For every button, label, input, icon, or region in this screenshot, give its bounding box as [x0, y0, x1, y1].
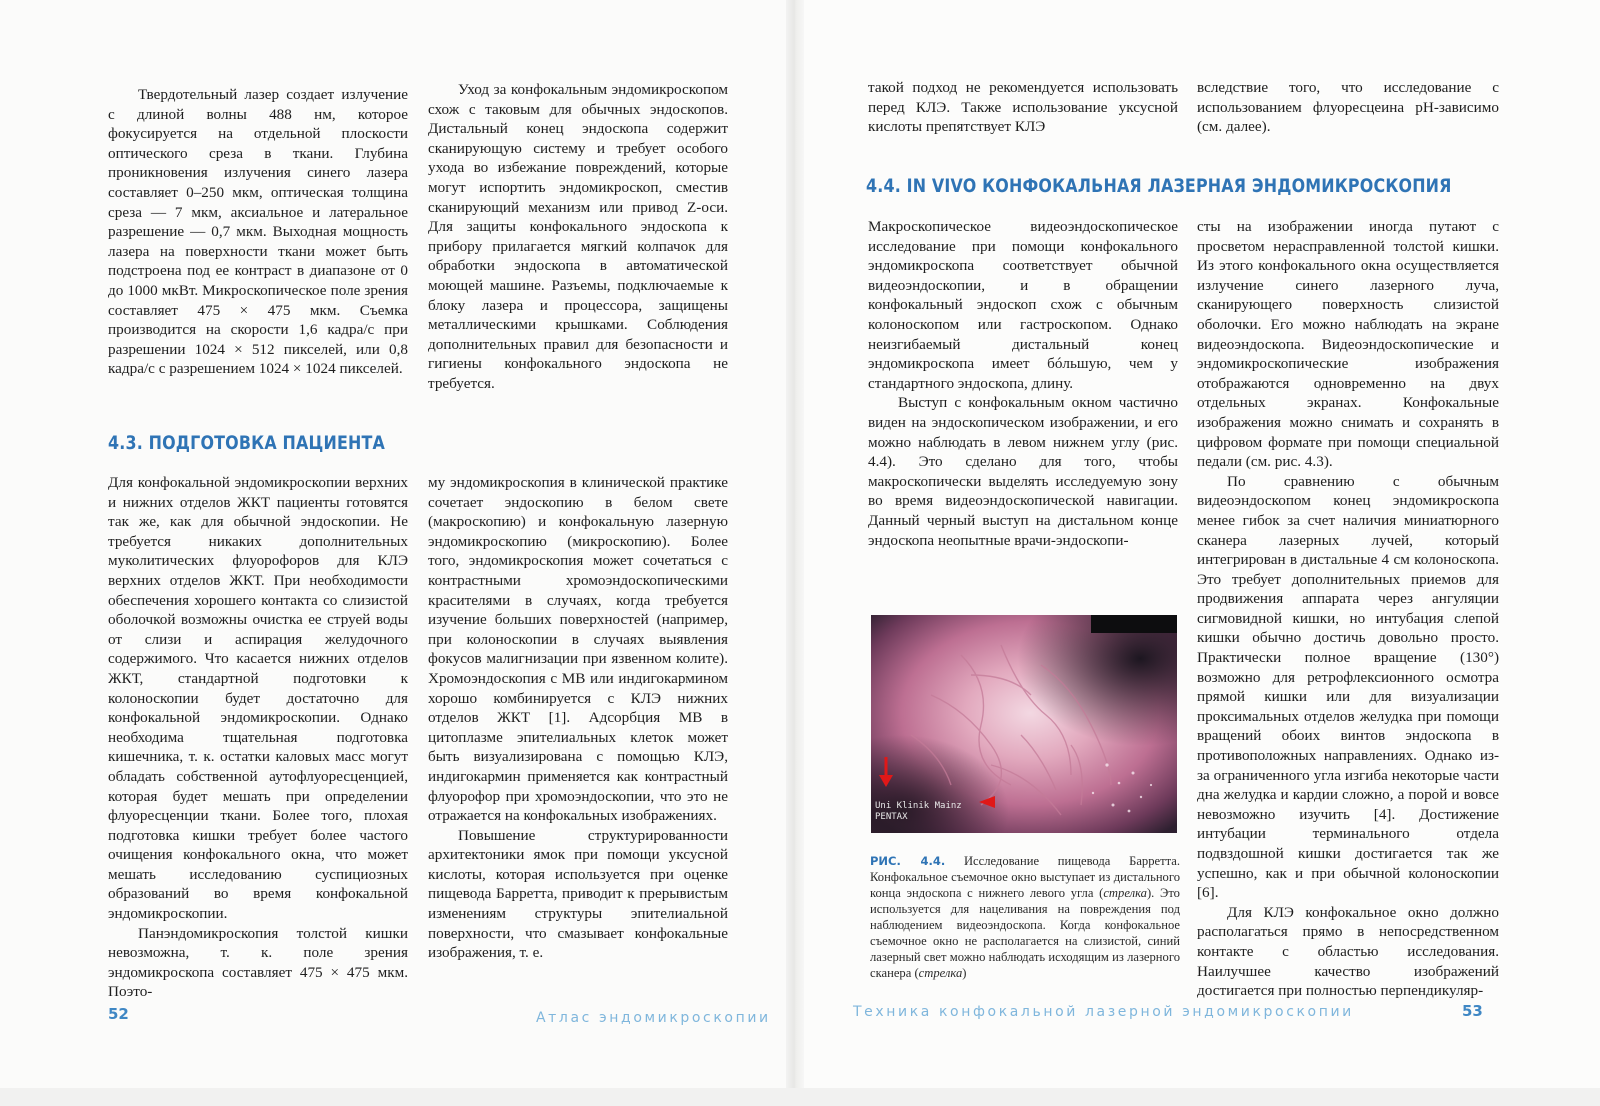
paragraph: Макроскопическое видеоэндоскопическое исследование при помощи конфокального эндомикроскопа соответствует обычной видеоэндоскопии, и в обращении конфокальный эндоскоп схож с обычным колоноскопом или гастроскопом. Однако неизгибаемый дистальный конец эндомикроскопа имеет бóльшую, чем у стандартного эндоскопа, длину.: [868, 218, 1178, 392]
paragraph: Твердотельный лазер создает излучение с длиной волны 488 нм, которое фокусируется на отдельной плоскости оптического среза в ткани. Глубина проникновения излучения синего лазера составляет 0–250 мкм, оптическая толщина среза — 7 мкм, аксиальное и латеральное разрешение — 0,7 мкм. Выходная мощность лазера на поверхности ткани может быть подстроена под ее контраст в диапазоне от 0 до 1000 мкВт. Микроскопическое поле зрения составляет 475 × 475 мкм. Съемка производится на скорости 1,6 кадра/с при разрешении 1024 × 512 пикселей, или 0,8 кадра/с с разрешением 1024 × 1024 пикселей.: [108, 86, 408, 378]
left-col1-top: [108, 85, 408, 379]
right-col1-body: [868, 217, 1178, 550]
left-col1-bottom: [108, 473, 408, 1002]
right-col2-body: [1197, 217, 1499, 1001]
paragraph: Повышение структурированности архитектоники ямок при помощи уксусной кислоты, которая используется при оценке пищевода Барретта, приводит к прерывистым изменениям структуры эпителиальной поверхности, что смазывает конфокальные изображения, т. е.: [428, 826, 728, 962]
running-title-right: Техника конфокальной лазерной эндомикроскопии: [853, 1004, 1354, 1020]
page-number-right: 53: [1462, 1002, 1483, 1020]
left-col2-top: [428, 80, 728, 394]
left-col2-bottom: [428, 473, 728, 963]
section-heading-4-3: 4.3. ПОДГОТОВКА ПАЦИЕНТА: [108, 433, 385, 454]
paragraph: По сравнению с обычным видеоэндоскопом конец эндомикроскопа менее гибок за счет наличия миниатюрного сканера лазерных лучей, который интегрирован в дистальные 4 см колоноскопа. Это требует дополнительных приемов для продвижения аппарата через ангуляции сигмовидной кишки, но интубация слепой кишки обычно достичь довольно просто. Практически полное вращение (130°) возможно для ретрофлексионного осмотра прямой кишки или для визуализации проксимальных отделов желудка при помощи вращений обоих винтов эндоскопа в противоположных направлениях. Однако из-за ограниченного угла изгиба некоторые части дна желудка и кардии сложно, а порой и вовсе невозможно изучить [4]. Достижение интубации терминального отдела подвздошной кишки достигается так же успешно, как и при обычной колоноскопии [6].: [1197, 472, 1499, 902]
red-arrow-down-icon: [879, 757, 893, 787]
figure-4-4-endoscopy-image: [871, 615, 1177, 833]
right-col1-top: [868, 78, 1178, 137]
right-col2-top: [1197, 78, 1499, 137]
image-overlay-clinic: Uni Klinik Mainz: [875, 801, 962, 811]
paragraph: Уход за конфокальным эндомикроскопом схож с таковым для обычных эндоскопов. Дистальный конец эндоскопа содержит сканирующую систему и требует особого ухода во избежание повреждений, которые могут испортить эндомикроскоп, сместив сканирующий механизм или привод Z-оси. Для защиты конфокального эндоскопа к прибору прилагается мягкий колпачок для обработки эндоскопа в автоматической моющей машине. Разъемы, подключаемые к блоку лазера и процессора, защищены металлическими крышками. Соблюдения дополнительных правил для безопасности и гигиены конфокального эндоскопа не требуется.: [428, 81, 728, 392]
image-overlay-brand: PENTAX: [875, 812, 908, 822]
paragraph: Панэндомикроскопия толстой кишки невозможна, т. к. поле зрения эндомикроскопа составляет 475 × 475 мкм. Поэто-: [108, 924, 408, 1001]
caption-text: ): [962, 966, 967, 980]
caption-label: РИС. 4.4.: [870, 854, 946, 868]
caption-text: Исследование пищевода Барретта. Конфокальное съемочное окно выступает из дистального конца эндоскопа с нижнего левого угла (: [870, 854, 1180, 900]
paragraph: сты на изображении иногда путают с просветом нерасправленной толстой кишки. Из этого конфокального окна осуществляется излучение синего лазерного луча, сканирующего поверхность слизистой оболочки. Его можно наблюдать на экране видеоэндоскопа. Видеоэндоскопические и эндомикроскопические изображения отображаются одновременно на двух отдельных экранах. Конфокальные изображения можно снимать и сохранять в цифровом формате при помощи специальной педали (см. рис. 4.3).: [1197, 218, 1499, 471]
paragraph: вследствие того, что исследование с использованием флуоресцеина pH-зависимо (см. далее).: [1197, 79, 1499, 136]
section-heading-4-4: 4.4. IN VIVO КОНФОКАЛЬНАЯ ЛАЗЕРНАЯ ЭНДОМИКРОСКОПИЯ: [866, 176, 1452, 197]
caption-text: ). Это используется для нацеливания на повреждения под наблюдением видеоэндоскопа. Когда конфокальное съемочное окно не располагается на слизистой, синий лазерный свет можно наблюдать исходящим из лазерного сканера (: [870, 886, 1180, 980]
paragraph: Для конфокальной эндомикроскопии верхних и нижних отделов ЖКТ пациенты готовятся так же, как для обычной эндоскопии. Не требуется никаких дополнительных муколитических флуорофоров для КЛЭ верхних отделов ЖКТ. При необходимости обеспечения хорошего контакта со слизистой оболочкой возможны очистка ее струей воды от слизи и аспирация желудочного содержимого. Что касается нижних отделов ЖКТ, стандартной подготовки к колоноскопии будет достаточно для конфокальной эндомикроскопии. Однако необходима тщательная подготовка кишечника, т. к. остатки каловых масс могут обладать собственной аутофлуоресценцией, которая будет мешать при определении флуоресценции ткани. Более того, плохая подготовка кишки требует более частого очищения конфокального окна, что может мешать исследованию суспициозных образований во время конфокальной эндомикроскопии.: [108, 474, 408, 923]
running-title-left: Атлас эндомикроскопии: [536, 1010, 771, 1026]
paragraph: Выступ с конфокальным окном частично виден на эндоскопическом изображении, и его можно наблюдать в левом нижнем углу (рис. 4.4). Это сделано для того, чтобы макроскопически выделять исследуемую зону во время видеоэндоскопической навигации. Данный черный выступ на дистальном конце эндоскопа неопытные врачи-эндоскопи-: [868, 394, 1178, 549]
paragraph: Для КЛЭ конфокальное окно должно располагаться прямо в непосредственном контакте с областью исследования. Наилучшее качество изображений достигается при полностью перпендикуляр-: [1197, 903, 1499, 1000]
caption-italic: стрелка: [918, 966, 963, 980]
figure-caption: [870, 853, 1180, 981]
page-number-left: 52: [108, 1005, 129, 1023]
paragraph: такой подход не рекомендуется использовать перед КЛЭ. Также использование уксусной кислоты препятствует КЛЭ: [868, 79, 1178, 136]
book-gutter: [786, 0, 804, 1106]
caption-italic: стрелка: [1103, 886, 1147, 900]
page-bottom-edge: [0, 1088, 1600, 1106]
paragraph: му эндомикроскопия в клинической практике сочетает эндоскопию в белом свете (макроскопию) и конфокальную лазерную эндомикроскопию (микроскопию). Более того, эндомикроскопия может сочетаться с контрастными хромоэндоскопическими красителями в случаях, когда требуется изучение больших поверхностей (например, при колоноскопии в случаях выявления фокусов малигнизации при язвенном колите). Хромоэндоскопия с МВ или индигокармином хорошо комбинируется с КЛЭ нижних отделов ЖКТ [1]. Адсорбция МВ в цитоплазме эпителиальных клеток может быть визуализирована с помощью КЛЭ, индигокармин применяется как контрастный флуорофор при хромоэндоскопии, что это не отражается на конфокальных изображениях.: [428, 474, 728, 825]
